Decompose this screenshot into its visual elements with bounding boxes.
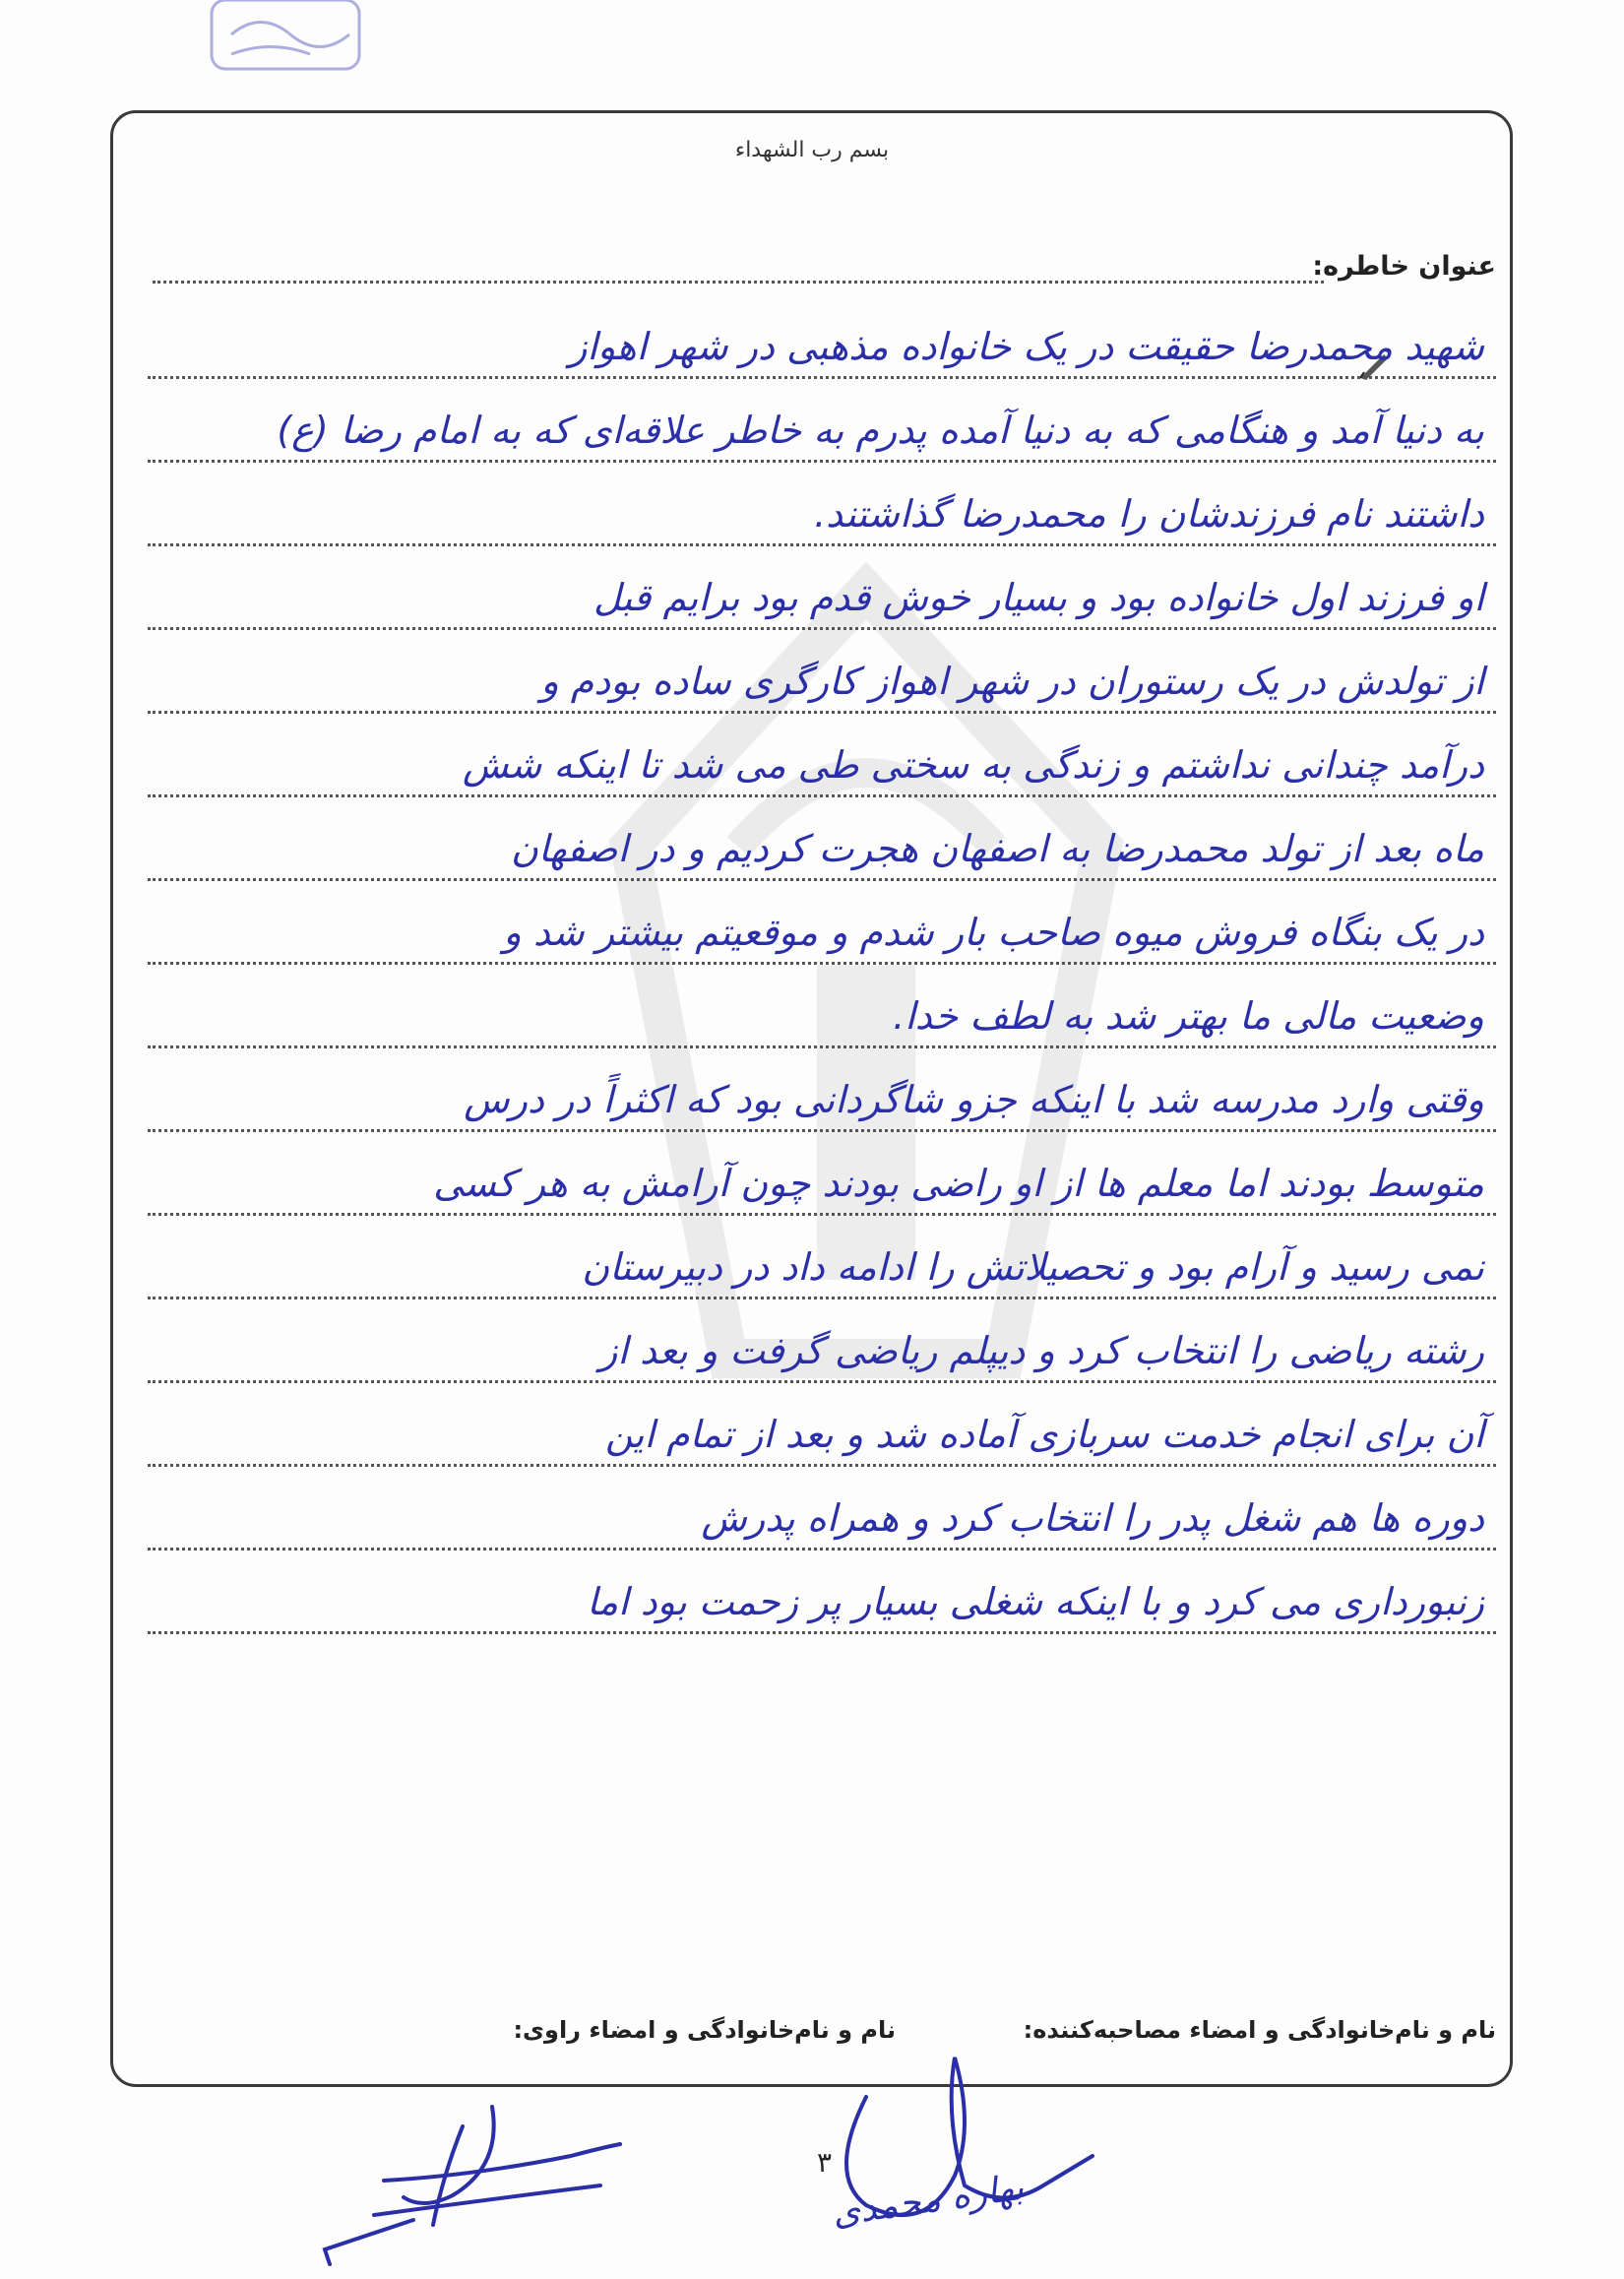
handwritten-text: از تولدش در یک رستوران در شهر اهواز کارگری ساده بودم و bbox=[540, 660, 1484, 703]
handwritten-text: متوسط بودند اما معلم ها از او راضی بودند چون آرامش به هر کسی bbox=[433, 1162, 1484, 1205]
interviewer-name-handwritten: بهاره محمدی bbox=[830, 2167, 1027, 2235]
memory-line bbox=[148, 1216, 1496, 1299]
stamp-mark bbox=[202, 0, 369, 84]
handwritten-text: داشتند نام فرزندشان را محمدرضا گذاشتند. bbox=[814, 492, 1484, 536]
handwritten-text: در یک بنگاه فروش میوه صاحب بار شدم و موقعیتم بیشتر شد و bbox=[503, 911, 1484, 954]
memory-title-label: عنوان خاطره: bbox=[1312, 251, 1496, 282]
memory-line bbox=[148, 630, 1496, 714]
memory-line bbox=[148, 1551, 1496, 1634]
memory-lines bbox=[148, 295, 1496, 1634]
narrator-signature bbox=[305, 2087, 630, 2274]
handwritten-text: وضعیت مالی ما بهتر شد به لطف خدا. bbox=[893, 994, 1484, 1038]
memory-line bbox=[148, 546, 1496, 630]
memory-line bbox=[148, 379, 1496, 463]
memory-line bbox=[148, 1132, 1496, 1216]
memory-line bbox=[148, 463, 1496, 546]
handwritten-text: وقتی وارد مدرسه شد با اینکه جزو شاگردانی بود که اکثراً در درس bbox=[464, 1078, 1484, 1121]
memory-line bbox=[148, 1467, 1496, 1551]
handwritten-text: آن برای انجام خدمت سربازی آماده شد و بعد از تمام این bbox=[604, 1413, 1484, 1456]
handwritten-text: به دنیا آمد و هنگامی که به دنیا آمده پدرم به خاطر علاقه‌ای که به امام رضا (ع) bbox=[277, 409, 1484, 452]
handwritten-text: رشته ریاضی را انتخاب کرد و دیپلم ریاضی گرفت و بعد از bbox=[599, 1329, 1484, 1372]
memory-line bbox=[148, 714, 1496, 797]
title-dotted-line bbox=[153, 281, 1324, 284]
memory-line bbox=[148, 1048, 1496, 1132]
memory-line bbox=[148, 295, 1496, 379]
memory-line bbox=[148, 797, 1496, 881]
handwritten-text: نمی رسید و آرام بود و تحصیلاتش را ادامه داد در دبیرستان bbox=[582, 1245, 1484, 1289]
memory-line bbox=[148, 965, 1496, 1048]
handwritten-text: ماه بعد از تولد محمدرضا به اصفهان هجرت کردیم و در اصفهان bbox=[510, 827, 1484, 870]
memory-line bbox=[148, 1383, 1496, 1467]
memory-line bbox=[148, 881, 1496, 965]
page-title: بسم رب الشهداء bbox=[734, 138, 890, 162]
handwritten-text: شهید محمدرضا حقیقت در یک خانواده مذهبی در شهر اهواز bbox=[569, 325, 1484, 368]
handwritten-text: دوره ها هم شغل پدر را انتخاب کرد و همراه پدرش bbox=[701, 1496, 1484, 1540]
handwritten-text: زنبورداری می کرد و با اینکه شغلی بسیار پر زحمت بود اما bbox=[587, 1580, 1484, 1623]
narrator-signature-label: نام و نام‌خانوادگی و امضاء راوی: bbox=[513, 2016, 896, 2044]
handwritten-text: او فرزند اول خانواده بود و بسیار خوش قدم بود برایم قبل bbox=[593, 576, 1484, 619]
memory-line bbox=[148, 1299, 1496, 1383]
handwritten-text: درآمد چندانی نداشتم و زندگی به سختی طی می شد تا اینکه شش bbox=[462, 743, 1484, 787]
page-number: ۳ bbox=[817, 2146, 833, 2179]
interviewer-signature-label: نام و نام‌خانوادگی و امضاء مصاحبه‌کننده: bbox=[1023, 2016, 1496, 2044]
